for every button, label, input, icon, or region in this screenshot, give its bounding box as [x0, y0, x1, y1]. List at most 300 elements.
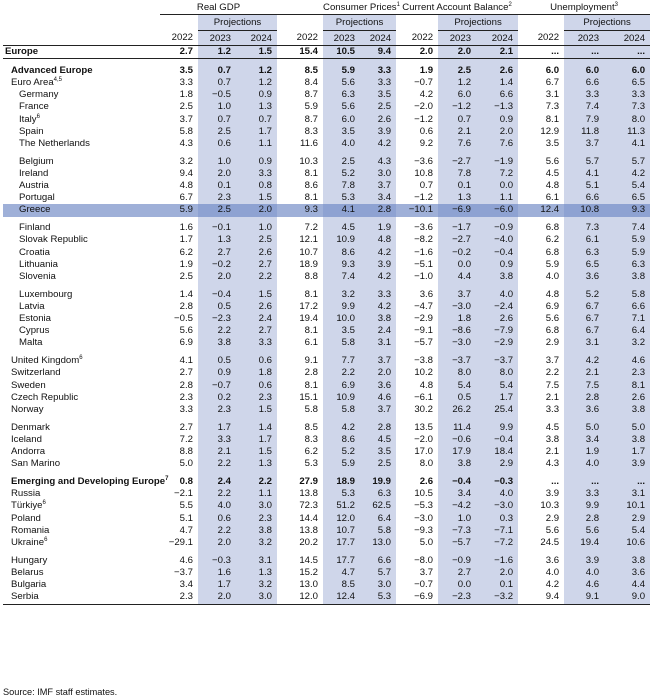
- value-cell: 3.1: [545, 89, 560, 101]
- table-row: [3, 458, 650, 470]
- value-cell: 0.6: [198, 513, 236, 525]
- projections-label: Projections: [564, 15, 650, 31]
- row-label: Russia: [11, 488, 41, 500]
- value-cell: −0.9: [438, 555, 476, 567]
- value-cell: 6.3: [360, 488, 396, 500]
- value-cell: 10.9: [323, 392, 360, 404]
- value-cell: 3.8: [198, 337, 236, 349]
- value-cell: 8.1: [304, 325, 319, 337]
- value-cell: 4.5: [545, 167, 560, 179]
- value-cell: −0.4: [198, 289, 236, 301]
- table-row: [3, 247, 650, 259]
- value-cell: 25.4: [476, 404, 518, 416]
- value-cell: −7.2: [476, 537, 518, 549]
- value-cell: 8.7: [304, 113, 319, 125]
- value-cell: 6.6: [564, 192, 604, 204]
- value-cell: 1.5: [236, 404, 277, 416]
- value-cell: ...: [518, 46, 564, 59]
- value-cell: 2.7: [179, 421, 193, 433]
- value-cell: −4.0: [476, 234, 518, 246]
- value-cell: 10.1: [604, 500, 650, 512]
- table-row: [3, 301, 650, 313]
- source-note: Source: IMF staff estimates.: [3, 687, 118, 697]
- value-cell: 2.2: [236, 271, 277, 283]
- value-cell: 2.0: [438, 46, 476, 59]
- table-row: [3, 114, 650, 126]
- value-cell: −0.7: [414, 579, 434, 591]
- year-header: 2024: [476, 31, 518, 46]
- value-cell: 3.1: [604, 488, 650, 500]
- value-cell: 1.4: [236, 422, 277, 434]
- value-cell: 0.1: [198, 180, 236, 192]
- row-label: United Kingdom$^6$: [11, 354, 83, 367]
- value-cell: 3.5: [545, 137, 560, 149]
- value-cell: 2.9: [545, 337, 560, 349]
- value-cell: −1.2: [438, 101, 476, 113]
- value-cell: 13.0: [299, 579, 319, 591]
- value-cell: 1.0: [236, 222, 277, 234]
- value-cell: 8.5: [304, 64, 319, 76]
- value-cell: 3.2: [179, 155, 193, 167]
- table-row: [3, 591, 650, 604]
- value-cell: −1.0: [414, 270, 434, 282]
- value-cell: 6.6: [564, 77, 604, 89]
- year-header: 2022: [518, 31, 564, 46]
- value-cell: 1.9: [419, 64, 434, 76]
- value-cell: 9.4: [179, 167, 193, 179]
- value-cell: 2.6: [236, 247, 277, 259]
- value-cell: 0.1: [476, 579, 518, 591]
- value-cell: 6.3: [564, 247, 604, 259]
- table-row: [3, 77, 650, 89]
- row-label: France: [19, 101, 49, 113]
- value-cell: 2.3: [198, 404, 236, 416]
- row-label: Denmark: [11, 421, 50, 433]
- row-label: The Netherlands: [19, 137, 90, 149]
- value-cell: 8.8: [304, 270, 319, 282]
- value-cell: 4.5: [323, 222, 360, 234]
- value-cell: 0.5: [438, 392, 476, 404]
- value-cell: 7.9: [564, 114, 604, 126]
- value-cell: 9.0: [604, 591, 650, 604]
- value-cell: −3.2: [476, 591, 518, 604]
- value-cell: 1.5: [236, 446, 277, 458]
- row-label: San Marino: [11, 458, 61, 470]
- value-cell: 3.5: [360, 89, 396, 101]
- value-cell: 8.0: [419, 458, 434, 470]
- row-label: Latvia: [19, 300, 45, 312]
- value-cell: 2.7: [160, 46, 198, 59]
- value-cell: 9.1: [304, 355, 319, 367]
- value-cell: −4.2: [438, 500, 476, 512]
- value-cell: 1.3: [236, 567, 277, 579]
- value-cell: 9.3: [323, 259, 360, 271]
- value-cell: 1.5: [236, 192, 277, 204]
- value-cell: −0.7: [198, 380, 236, 392]
- value-cell: 17.7: [323, 555, 360, 567]
- value-cell: 6.7: [564, 313, 604, 325]
- value-cell: 6.1: [564, 234, 604, 246]
- value-cell: 4.4: [604, 579, 650, 591]
- value-cell: 8.3: [304, 125, 319, 137]
- value-cell: 4.1: [323, 204, 360, 216]
- value-cell: 0.6: [419, 125, 434, 137]
- value-cell: 3.0: [360, 579, 396, 591]
- value-cell: 1.7: [198, 579, 236, 591]
- value-cell: 5.4: [476, 380, 518, 392]
- value-cell: −2.9: [414, 313, 434, 325]
- table-row: [3, 192, 650, 204]
- value-cell: 2.0: [198, 591, 236, 604]
- value-cell: −3.6: [414, 222, 434, 234]
- value-cell: −0.3: [198, 555, 236, 567]
- table-row: [3, 392, 650, 404]
- value-cell: −0.5: [198, 89, 236, 101]
- value-cell: 3.9: [545, 488, 560, 500]
- row-label: Emerging and Developing Europe$^7$: [11, 475, 169, 487]
- value-cell: 0.0: [476, 180, 518, 192]
- value-cell: 12.1: [299, 234, 319, 246]
- value-cell: 12.4: [518, 204, 564, 216]
- value-cell: 5.9: [604, 234, 650, 246]
- value-cell: 5.4: [604, 525, 650, 537]
- value-cell: 10.7: [323, 525, 360, 537]
- value-cell: 0.9: [476, 114, 518, 126]
- value-cell: 6.0: [323, 114, 360, 126]
- value-cell: 0.7: [438, 114, 476, 126]
- value-cell: 5.6: [564, 525, 604, 537]
- value-cell: 4.2: [360, 247, 396, 259]
- value-cell: 0.6: [236, 355, 277, 367]
- value-cell: 1.7: [198, 422, 236, 434]
- value-cell: 5.3: [360, 591, 396, 604]
- value-cell: 6.0: [604, 65, 650, 77]
- value-cell: 5.9: [160, 204, 198, 216]
- value-cell: 2.8: [360, 204, 396, 216]
- value-cell: −2.3: [198, 313, 236, 325]
- year-header: 2022: [160, 31, 198, 46]
- value-cell: 3.5: [179, 64, 193, 76]
- row-label: Luxembourg: [19, 288, 73, 300]
- value-cell: −2.7: [438, 234, 476, 246]
- value-cell: 3.6: [360, 380, 396, 392]
- value-cell: 7.1: [604, 313, 650, 325]
- value-cell: 4.1: [564, 168, 604, 180]
- table-row: [3, 555, 650, 567]
- value-cell: −6.9: [396, 591, 438, 604]
- value-cell: 3.3: [179, 76, 193, 88]
- value-cell: 2.2: [545, 367, 560, 379]
- value-cell: 7.3: [545, 101, 560, 113]
- table-row: [3, 380, 650, 392]
- value-cell: 3.3: [236, 337, 277, 349]
- value-cell: 6.9: [323, 380, 360, 392]
- value-cell: 0.0: [438, 259, 476, 271]
- value-cell: 1.4: [179, 288, 193, 300]
- value-cell: 1.2: [236, 77, 277, 89]
- value-cell: −0.1: [198, 222, 236, 234]
- value-cell: 1.4: [476, 77, 518, 89]
- table-row: [3, 222, 650, 234]
- row-label: Advanced Europe: [11, 64, 93, 76]
- value-cell: 4.5: [360, 434, 396, 446]
- value-cell: 5.5: [179, 500, 193, 512]
- value-cell: 5.6: [179, 325, 193, 337]
- value-cell: 3.8: [476, 271, 518, 283]
- value-cell: 2.0: [198, 537, 236, 549]
- value-cell: 3.2: [236, 579, 277, 591]
- value-cell: 5.2: [564, 289, 604, 301]
- year-header: 2023: [438, 31, 476, 46]
- value-cell: 17.7: [323, 537, 360, 549]
- value-cell: −2.9: [476, 337, 518, 349]
- value-cell: 4.6: [564, 579, 604, 591]
- value-cell: 8.6: [304, 180, 319, 192]
- value-cell: 4.0: [476, 488, 518, 500]
- value-cell: 8.5: [304, 421, 319, 433]
- value-cell: 6.3: [604, 259, 650, 271]
- value-cell: 4.2: [360, 301, 396, 313]
- value-cell: 10.8: [564, 204, 604, 216]
- value-cell: 3.3: [545, 403, 560, 415]
- row-label: Germany: [19, 89, 59, 101]
- table-row: [3, 89, 650, 101]
- value-cell: 0.7: [236, 114, 277, 126]
- year-header: 2023: [323, 31, 360, 46]
- table-row: [3, 337, 650, 349]
- projections-label: Projections: [438, 15, 518, 31]
- value-cell: 8.3: [304, 433, 319, 445]
- value-cell: 9.4: [360, 46, 396, 59]
- table-row: [3, 422, 650, 434]
- value-cell: −3.8: [414, 355, 434, 367]
- value-cell: 3.3: [604, 89, 650, 101]
- value-cell: 5.8: [179, 125, 193, 137]
- value-cell: 7.3: [604, 101, 650, 113]
- value-cell: 2.4: [360, 325, 396, 337]
- value-cell: −1.2: [414, 192, 434, 204]
- value-cell: 3.8: [604, 555, 650, 567]
- value-cell: 3.7: [179, 113, 193, 125]
- value-cell: 19.4: [299, 313, 319, 325]
- value-cell: −10.1: [396, 204, 438, 216]
- value-cell: 5.6: [545, 524, 560, 536]
- value-cell: 6.6: [604, 301, 650, 313]
- group-header-real-gdp: Real GDP: [160, 0, 277, 15]
- value-cell: 5.0: [179, 458, 193, 470]
- row-label: Lithuania: [19, 258, 58, 270]
- value-cell: 3.8: [604, 271, 650, 283]
- value-cell: 72.3: [299, 500, 319, 512]
- value-cell: 7.3: [564, 222, 604, 234]
- value-cell: 6.7: [564, 325, 604, 337]
- value-cell: 4.3: [545, 458, 560, 470]
- row-label: Greece: [3, 204, 160, 216]
- value-cell: 4.8: [360, 234, 396, 246]
- value-cell: −8.2: [414, 234, 434, 246]
- value-cell: 1.8: [438, 313, 476, 325]
- year-header: 2022: [396, 31, 438, 46]
- value-cell: 1.1: [236, 488, 277, 500]
- value-cell: 8.5: [323, 579, 360, 591]
- value-cell: 3.9: [564, 555, 604, 567]
- value-cell: 6.9: [179, 337, 193, 349]
- value-cell: 4.8: [545, 288, 560, 300]
- value-cell: 7.5: [564, 380, 604, 392]
- year-header: 2023: [198, 31, 236, 46]
- value-cell: 1.3: [198, 234, 236, 246]
- value-cell: −0.4: [438, 476, 476, 488]
- value-cell: 3.8: [360, 313, 396, 325]
- value-cell: ...: [551, 476, 560, 487]
- value-cell: 5.1: [564, 180, 604, 192]
- value-cell: 8.0: [476, 367, 518, 379]
- value-cell: 6.4: [604, 325, 650, 337]
- value-cell: 9.9: [323, 301, 360, 313]
- value-cell: 4.0: [545, 566, 560, 578]
- value-cell: 8.0: [438, 367, 476, 379]
- value-cell: 2.7: [438, 567, 476, 579]
- value-cell: 7.4: [604, 222, 650, 234]
- value-cell: 13.5: [414, 421, 434, 433]
- value-cell: −0.2: [198, 259, 236, 271]
- value-cell: 18.9: [323, 476, 360, 488]
- value-cell: 15.4: [277, 46, 323, 59]
- value-cell: 5.6: [323, 101, 360, 113]
- value-cell: 4.6: [604, 355, 650, 367]
- value-cell: 7.6: [476, 138, 518, 150]
- value-cell: 2.5: [438, 65, 476, 77]
- value-cell: 0.1: [438, 180, 476, 192]
- table-body: [3, 46, 650, 605]
- value-cell: 6.4: [360, 513, 396, 525]
- value-cell: 4.2: [545, 579, 560, 591]
- value-cell: 3.6: [545, 554, 560, 566]
- value-cell: 3.2: [604, 337, 650, 349]
- value-cell: 24.5: [540, 537, 560, 549]
- value-cell: 6.8: [545, 222, 560, 234]
- value-cell: 12.4: [323, 591, 360, 604]
- value-cell: 1.8: [236, 367, 277, 379]
- value-cell: 4.6: [360, 392, 396, 404]
- value-cell: 12.0: [323, 513, 360, 525]
- year-header: 2024: [604, 31, 650, 46]
- value-cell: 13.8: [299, 524, 319, 536]
- value-cell: 3.3: [236, 168, 277, 180]
- value-cell: 6.0: [545, 64, 560, 76]
- table-row: [3, 156, 650, 168]
- value-cell: 3.6: [564, 271, 604, 283]
- value-cell: 7.4: [564, 101, 604, 113]
- table-row: [3, 313, 650, 325]
- value-cell: 1.7: [179, 234, 193, 246]
- value-cell: 10.2: [414, 367, 434, 379]
- table-row: [3, 65, 650, 77]
- value-cell: 0.9: [476, 259, 518, 271]
- value-cell: ...: [604, 46, 650, 59]
- value-cell: 3.9: [604, 458, 650, 470]
- projections-header-row: [3, 15, 650, 31]
- value-cell: −0.6: [438, 434, 476, 446]
- group-header-row: [3, 0, 650, 15]
- value-cell: 10.9: [323, 234, 360, 246]
- value-cell: −0.4: [476, 247, 518, 259]
- value-cell: 3.8: [236, 525, 277, 537]
- value-cell: 2.9: [476, 458, 518, 470]
- value-cell: 2.6: [419, 476, 434, 487]
- value-cell: 3.1: [236, 555, 277, 567]
- value-cell: 5.6: [323, 77, 360, 89]
- value-cell: 2.8: [360, 422, 396, 434]
- value-cell: 12.9: [540, 125, 560, 137]
- value-cell: 3.3: [198, 434, 236, 446]
- value-cell: 19.4: [564, 537, 604, 549]
- value-cell: 2.2: [323, 367, 360, 379]
- value-cell: 3.3: [360, 289, 396, 301]
- year-header: 2024: [236, 31, 277, 46]
- value-cell: 8.1: [545, 113, 560, 125]
- value-cell: 1.2: [236, 65, 277, 77]
- row-label: Andorra: [11, 446, 46, 458]
- value-cell: 3.1: [564, 337, 604, 349]
- value-cell: 3.5: [323, 325, 360, 337]
- value-cell: 9.3: [604, 204, 650, 216]
- value-cell: 5.6: [545, 155, 560, 167]
- value-cell: 4.6: [179, 554, 193, 566]
- value-cell: 1.9: [564, 446, 604, 458]
- value-cell: 9.4: [518, 591, 564, 604]
- value-cell: 3.7: [438, 289, 476, 301]
- value-cell: 8.1: [304, 167, 319, 179]
- table-row: [3, 500, 650, 512]
- value-cell: 5.1: [179, 512, 193, 524]
- value-cell: 0.9: [236, 89, 277, 101]
- value-cell: 6.2: [304, 446, 319, 458]
- value-cell: 6.2: [545, 234, 560, 246]
- table-row: [3, 355, 650, 367]
- value-cell: 2.0: [198, 271, 236, 283]
- value-cell: −2.7: [438, 156, 476, 168]
- value-cell: −3.0: [476, 500, 518, 512]
- value-cell: 3.7: [545, 355, 560, 367]
- value-cell: 5.2: [323, 168, 360, 180]
- value-cell: 1.8: [179, 89, 193, 101]
- value-cell: 3.3: [564, 89, 604, 101]
- value-cell: 26.2: [438, 404, 476, 416]
- value-cell: 2.1: [438, 126, 476, 138]
- value-cell: 10.6: [604, 537, 650, 549]
- value-cell: 10.5: [323, 46, 360, 59]
- value-cell: 18.4: [476, 446, 518, 458]
- value-cell: 4.2: [419, 89, 434, 101]
- row-label: Serbia: [3, 591, 160, 604]
- value-cell: 1.0: [198, 156, 236, 168]
- row-label: Croatia: [19, 246, 50, 258]
- value-cell: 2.0: [476, 567, 518, 579]
- row-label: Iceland: [11, 433, 42, 445]
- value-cell: 18.9: [299, 258, 319, 270]
- value-cell: −2.0: [414, 433, 434, 445]
- value-cell: 6.5: [604, 77, 650, 89]
- value-cell: 4.1: [604, 138, 650, 150]
- value-cell: 3.4: [360, 192, 396, 204]
- value-cell: 6.6: [476, 89, 518, 101]
- value-cell: 0.2: [198, 392, 236, 404]
- value-cell: 4.0: [323, 138, 360, 150]
- row-label: Slovenia: [19, 270, 56, 282]
- value-cell: 4.0: [476, 289, 518, 301]
- value-cell: 2.4: [198, 476, 236, 488]
